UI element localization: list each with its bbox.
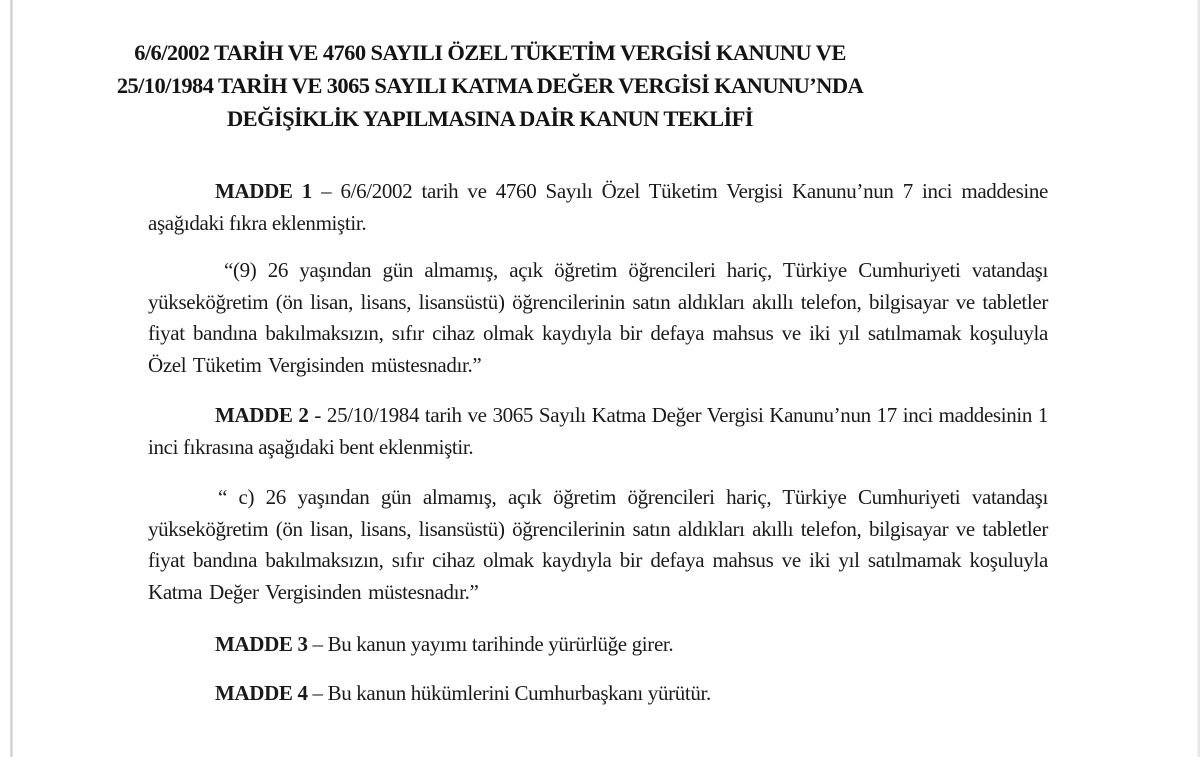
article-2-quote-text: “ c) 26 yaşından gün almamış, açık öğretim öğrencileri hariç, Türkiye Cumhuriyeti vatandaşı yükseköğretim (ön lisan, lisans, lisansüstü) öğrencilerinin satın aldıkları akıllı telefon, bilgisayar ve tabletler fiyat bandına bakılmaksızın, sıfır cihaz olmak kaydıyla bir defaya mahsus ve iki yıl satılmamak koşuluyla Katma Değer Vergisinden müstesnadır.” <box>148 485 1048 604</box>
article-1-separator: – <box>311 179 341 203</box>
title-line-2: 25/10/1984 TARİH VE 3065 SAYILI KATMA DEĞER VERGİSİ KANUNU’NDA <box>116 73 864 98</box>
article-4-separator: – <box>307 681 328 705</box>
article-3 <box>148 629 1048 661</box>
article-1 <box>148 176 1048 239</box>
article-4-text: Bu kanun hükümlerini Cumhurbaşkanı yürütür. <box>327 681 711 705</box>
article-2-text: 25/10/1984 tarih ve 3065 Sayılı Katma Değer Vergisi Kanunu’nun 17 inci maddesinin 1 inci fıkrasına aşağıdaki bent eklenmiştir. <box>148 403 1048 459</box>
article-4-label: MADDE 4 <box>215 681 308 705</box>
article-2-separator: - <box>308 403 327 427</box>
article-2-quoted-clause <box>148 482 1048 608</box>
article-3-separator: – <box>307 632 328 656</box>
title-line-1: 6/6/2002 TARİH VE 4760 SAYILI ÖZEL TÜKETİM VERGİSİ KANUNU VE <box>134 40 846 65</box>
title-line-3: DEĞİŞİKLİK YAPILMASINA DAİR KANUN TEKLİFİ <box>227 106 753 131</box>
article-1-label: MADDE 1 <box>215 179 312 203</box>
article-1-quote-text: “(9) 26 yaşından gün almamış, açık öğretim öğrencileri hariç, Türkiye Cumhuriyeti vatandaşı yükseköğretim (ön lisan, lisans, lisansüstü) öğrencilerinin satın aldıkları akıllı telefon, bilgisayar ve tabletler fiyat bandına bakılmaksızın, sıfır cihaz olmak kaydıyla bir defaya mahsus ve iki yıl satılmamak koşuluyla Özel Tüketim Vergisinden müstesnadır.” <box>148 258 1048 377</box>
document-title <box>60 36 920 135</box>
article-3-text: Bu kanun yayımı tarihinde yürürlüğe girer. <box>327 632 674 656</box>
article-1-quoted-clause <box>148 255 1048 381</box>
article-2-label: MADDE 2 <box>215 403 309 427</box>
article-2 <box>148 400 1048 463</box>
article-3-label: MADDE 3 <box>215 632 308 656</box>
article-4 <box>148 678 1048 710</box>
scan-edge-left <box>10 0 13 757</box>
article-1-text: 6/6/2002 tarih ve 4760 Sayılı Özel Tüketim Vergisi Kanunu’nun 7 inci maddesine aşağıdaki fıkra eklenmiştir. <box>148 179 1048 235</box>
